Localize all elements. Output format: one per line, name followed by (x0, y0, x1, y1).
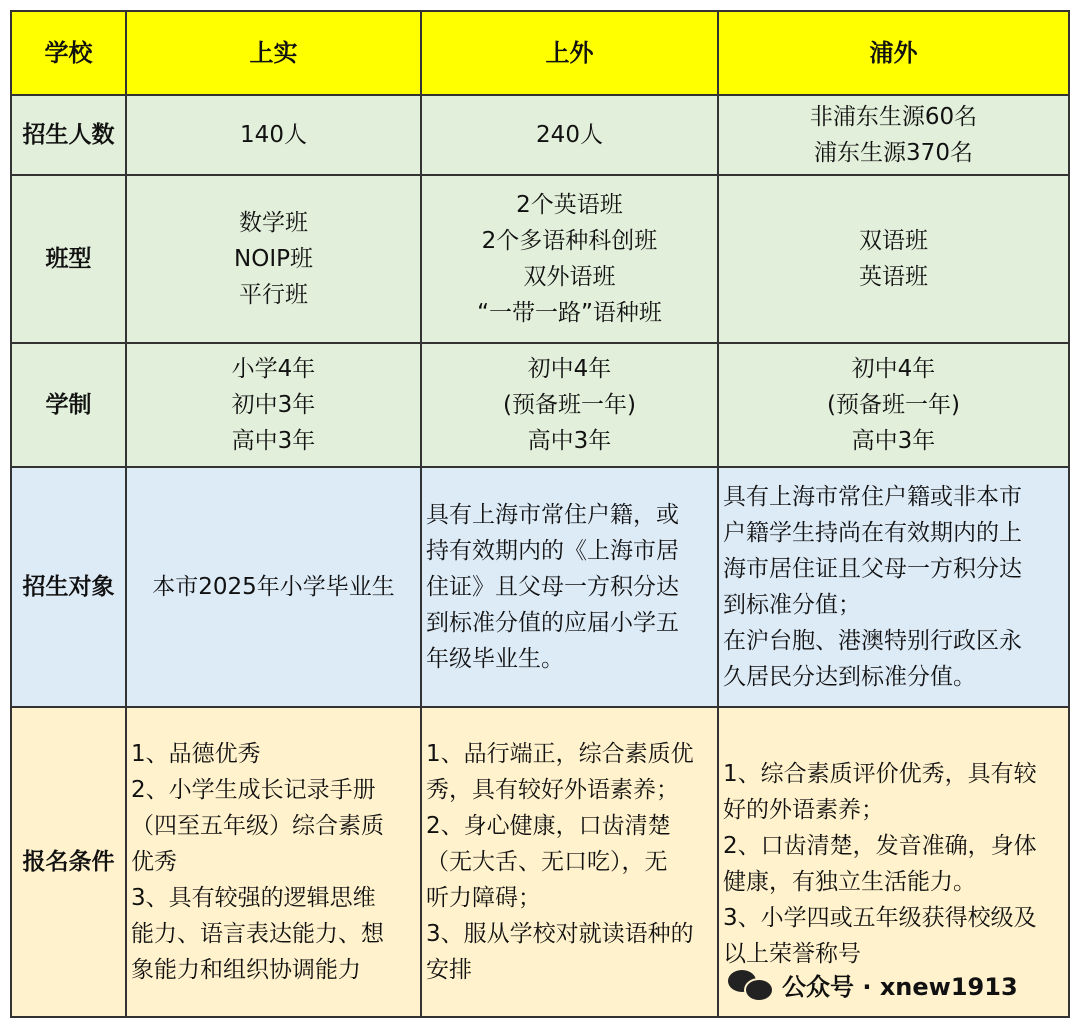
row-enrollment (11, 95, 1069, 175)
cell-line: 优秀 (131, 849, 177, 875)
cell-line: 平行班 (239, 282, 308, 308)
cell-line: 3、小学四或五年级获得校级及 (723, 905, 1037, 931)
cell-line: 非浦东生源60名 (809, 104, 978, 130)
cell-line: 2个英语班 (516, 192, 623, 218)
cell-line: 小学4年 (231, 356, 316, 382)
cell-line: 初中3年 (231, 392, 316, 418)
cell-line: 住证》且父母一方积分达 (426, 574, 679, 600)
row-label: 学制 (11, 343, 126, 467)
cell-line: 140人 (240, 122, 307, 148)
cell-line: 2个多语种科创班 (481, 228, 658, 254)
cell-line: 年级毕业生。 (426, 646, 564, 672)
cell-line: 240人 (536, 122, 603, 148)
cell-line: 持有效期内的《上海市居 (426, 538, 679, 564)
watermark (728, 962, 1018, 1006)
cell-line: 具有上海市常住户籍，或 (426, 502, 679, 528)
cell-shangwai (421, 467, 718, 707)
header-school: 学校 (11, 11, 126, 95)
cell-puwai (718, 175, 1069, 343)
cell-line: 初中4年 (527, 356, 612, 382)
cell-line: 高中3年 (851, 428, 936, 454)
cell-line: （无大舌、无口吃），无 (426, 849, 668, 875)
row-label: 班型 (11, 175, 126, 343)
cell-shangshi (126, 467, 421, 707)
cell-line: 1、综合素质评价优秀，具有较 (723, 761, 1037, 787)
cell-line: 高中3年 (527, 428, 612, 454)
cell-line: 具有上海市常住户籍或非本市 (723, 484, 1022, 510)
cell-shangwai (421, 707, 718, 1017)
cell-line: 英语班 (859, 264, 928, 290)
cell-shangwai (421, 175, 718, 343)
cell-line: 浦东生源370名 (814, 140, 973, 166)
cell-line: 象能力和组织协调能力 (131, 957, 361, 983)
cell-line: 在沪台胞、港澳特别行政区永 (723, 628, 1022, 654)
cell-line: “一带一路”语种班 (477, 300, 662, 326)
cell-shangshi (126, 95, 421, 175)
row-schooling (11, 343, 1069, 467)
cell-line: 秀，具有较好外语素养； (426, 777, 679, 803)
cell-line: （四至五年级）综合素质 (131, 813, 384, 839)
header-row (11, 11, 1069, 95)
header-shangshi: 上实 (126, 11, 421, 95)
row-label: 报名条件 (11, 707, 126, 1017)
cell-line: 好的外语素养； (723, 797, 884, 823)
cell-line: 安排 (426, 957, 472, 983)
cell-puwai (718, 343, 1069, 467)
cell-line: 2、小学生成长记录手册 (131, 777, 376, 803)
cell-line: NOIP班 (234, 246, 313, 272)
cell-line: 双语班 (859, 228, 928, 254)
cell-line: 初中4年 (851, 356, 936, 382)
cell-line: 以上荣誉称号 (723, 941, 861, 967)
cell-line: 1、品德优秀 (131, 741, 261, 767)
cell-line: 久居民分达到标准分值。 (723, 664, 976, 690)
cell-line: (预备班一年) (503, 392, 636, 418)
cell-line: 1、品行端正，综合素质优 (426, 741, 694, 767)
cell-shangshi (126, 343, 421, 467)
cell-line: 3、服从学校对就读语种的 (426, 921, 694, 947)
cell-line: 3、具有较强的逻辑思维 (131, 885, 376, 911)
cell-line: 听力障碍； (426, 885, 541, 911)
cell-line: 能力、语言表达能力、想 (131, 921, 384, 947)
cell-puwai (718, 467, 1069, 707)
cell-line: 到标准分值； (723, 592, 861, 618)
header-puwai: 浦外 (718, 11, 1069, 95)
cell-line: 户籍学生持尚在有效期内的上 (723, 520, 1022, 546)
cell-line: (预备班一年) (827, 392, 960, 418)
watermark-text: 公众号 · xnew1913 (782, 972, 1018, 1001)
cell-shangwai (421, 343, 718, 467)
cell-line: 高中3年 (231, 428, 316, 454)
cell-line: 到标准分值的应届小学五 (426, 610, 679, 636)
cell-puwai (718, 95, 1069, 175)
cell-line: 健康，有独立生活能力。 (723, 869, 976, 895)
row-class-type (11, 175, 1069, 343)
wechat-icon (728, 966, 774, 1002)
cell-line: 本市2025年小学毕业生 (152, 574, 395, 600)
cell-line: 双外语班 (523, 264, 616, 290)
row-target (11, 467, 1069, 707)
cell-line: 2、口齿清楚，发音准确，身体 (723, 833, 1037, 859)
row-label: 招生人数 (11, 95, 126, 175)
cell-shangshi (126, 707, 421, 1017)
cell-line: 2、身心健康，口齿清楚 (426, 813, 671, 839)
cell-shangshi (126, 175, 421, 343)
cell-line: 海市居住证且父母一方积分达 (723, 556, 1022, 582)
cell-line: 数学班 (239, 210, 308, 236)
header-shangwai: 上外 (421, 11, 718, 95)
row-label: 招生对象 (11, 467, 126, 707)
admissions-table (10, 10, 1070, 1018)
cell-shangwai (421, 95, 718, 175)
